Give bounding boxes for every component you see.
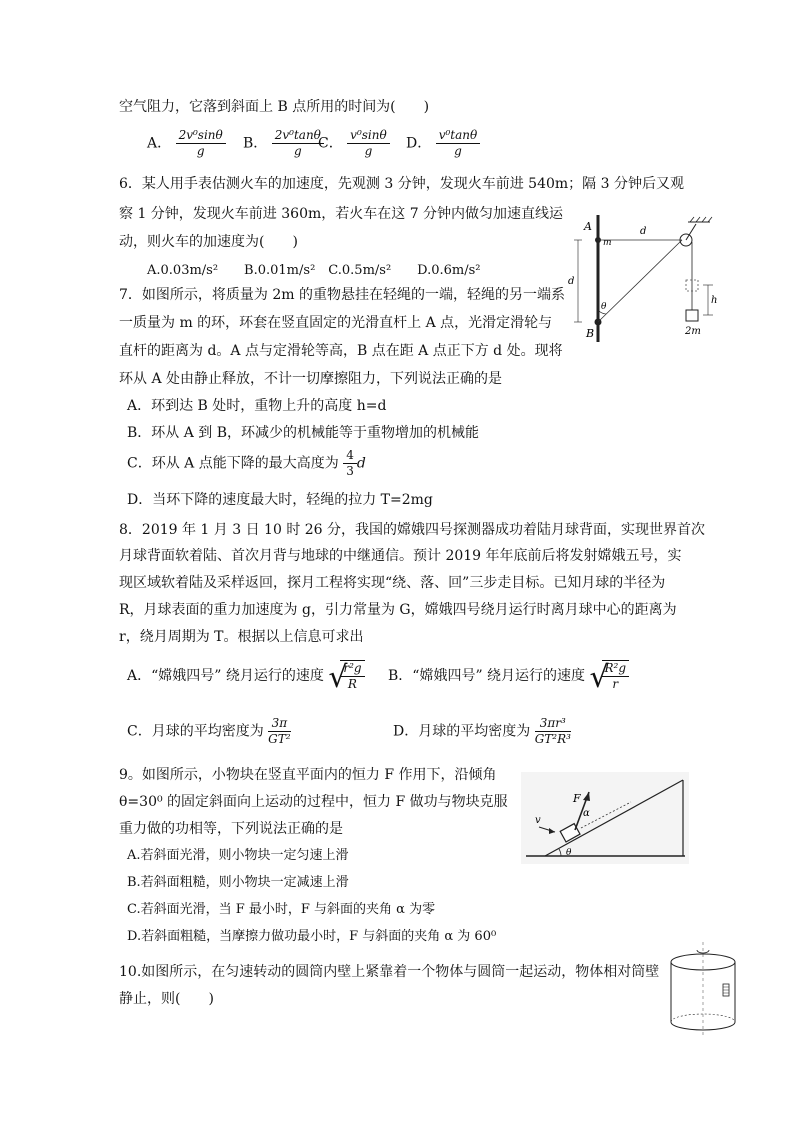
q5-option-label: A． <box>147 135 172 152</box>
q9-option: C.若斜面光滑，当 F 最小时，F 与斜面的夹角 α 为零 <box>127 902 436 917</box>
q8-option-b-num: R²g <box>602 661 630 677</box>
q8-option-d-num: 3πr³ <box>535 716 571 732</box>
q7-line: 一质量为 m 的环，环套在竖直固定的光滑直杆上 A 点，光滑定滑轮与 <box>119 315 553 331</box>
label-v: v <box>535 815 541 826</box>
q9-option: B.若斜面粗糙，则小物块一定减速上滑 <box>127 875 349 890</box>
q8-option-a-num: r²g <box>340 661 364 677</box>
q5-option-d <box>406 128 480 159</box>
label-d-top: d <box>640 226 647 237</box>
q7-line: 7．如图所示，将质量为 2m 的重物悬挂在轻绳的一端，轻绳的另一端系 <box>119 287 565 303</box>
q8-line: 现区域软着陆及采样返回，探月工程将实现“绕、落、回”三步走目标。已知月球的半径为 <box>119 575 666 591</box>
label-theta: θ <box>601 302 607 312</box>
q5-option-den: g <box>454 144 462 158</box>
q8-line: 8．2019 年 1 月 3 日 10 时 26 分，我国的嫦娥四号探测器成功着陆月球背面，实现世界首次 <box>119 522 706 538</box>
q5-option-label: C． <box>318 135 343 152</box>
q6-options: A.0.03m/s² B.0.01m/s² C.0.5m/s² D.0.6m/s² <box>147 263 481 278</box>
q9-line: 9。如图所示，小物块在竖直平面内的恒力 F 作用下，沿倾角 <box>119 767 497 783</box>
q5-option-num: v⁰sinθ <box>347 128 390 144</box>
q7-figure <box>570 210 718 345</box>
q7-option-a: A．环到达 B 处时，重物上升的高度 h=d <box>127 398 387 414</box>
q7-line: 直杆的距离为 d。A 点与定滑轮等高，B 点在距 A 点正下方 d 处。现将 <box>119 343 563 359</box>
q8-line: r，绕月周期为 T。根据以上信息可求出 <box>119 629 364 645</box>
label-h: h <box>711 295 718 306</box>
q5-option-num: v⁰tanθ <box>436 128 481 144</box>
q7-option-b: B．环从 A 到 B，环减少的机械能等于重物增加的机械能 <box>127 425 480 441</box>
q8-option-c-den: GT² <box>268 732 291 746</box>
q5-option-label: B． <box>243 135 268 152</box>
q5-option-num: 2v⁰tanθ <box>272 128 324 144</box>
q8-option-c-text: C．月球的平均密度为 <box>127 723 264 740</box>
label-b: B <box>586 327 595 340</box>
q5-option-a <box>147 128 226 159</box>
weight-box <box>686 310 698 321</box>
label-2m: 2m <box>685 326 701 337</box>
q8-option-a-text: A．“嫦娥四号” 绕月运行的速度 <box>127 668 324 684</box>
q10-line: 10.如图所示，在匀速转动的圆筒内壁上紧靠着一个物体与圆筒一起运动，物体相对筒壁 <box>119 964 660 980</box>
q5-option-den: g <box>196 144 205 158</box>
q7-line: 环从 A 处由静止释放，不计一切摩擦阻力，下列说法正确的是 <box>119 371 503 387</box>
q7-option-c-num: 4 <box>343 448 357 464</box>
q8-option-b: B．“嫦娥四号” 绕月运行的速度 √ $\frac{\text{R²g}}{r}$ <box>388 660 629 706</box>
label-theta: θ <box>566 848 572 858</box>
q5-option-den: g <box>364 144 373 158</box>
q10-line: 静止，则( ) <box>119 991 214 1007</box>
q8-option-c-num: 3π <box>268 716 290 732</box>
q8-option-c <box>127 716 291 752</box>
q6-line: 动，则火车的加速度为( ) <box>119 234 298 250</box>
q8-option-a-den: R <box>347 677 357 691</box>
q5-option-den: g <box>293 144 302 158</box>
q7-option-c-var: d <box>356 455 366 472</box>
q9-line: 重力做的功相等，下列说法正确的是 <box>119 821 343 837</box>
label-a: A <box>584 220 592 233</box>
q10-figure <box>662 940 744 1040</box>
label-f: F <box>573 792 581 805</box>
q8-option-d-text: D．月球的平均密度为 <box>393 723 531 740</box>
rope-diagonal <box>598 240 682 322</box>
q9-option: A.若斜面光滑，则小物块一定匀速上滑 <box>127 848 349 863</box>
q5-tail: 空气阻力，它落到斜面上 B 点所用的时间为( ) <box>119 99 430 115</box>
q9-line: θ=30⁰ 的固定斜面向上运动的过程中，恒力 F 做功与物块克服 <box>119 794 508 810</box>
q8-line: R，月球表面的重力加速度为 g，引力常量为 G，嫦娥四号绕月运行时离月球中心的距离为 <box>119 602 677 618</box>
q8-option-d-den: GT²R³ <box>534 732 571 746</box>
q8-option-a: A．“嫦娥四号” 绕月运行的速度 √ $\frac{\text{r²g}}{R}$ <box>127 660 365 706</box>
q5-option-num: 2v⁰sinθ <box>176 128 226 144</box>
q5-option-c <box>318 128 390 159</box>
q8-line: 月球背面软着陆、首次月背与地球的中继通信。预计 2019 年年底前后将发射嫦娥五号，实 <box>119 548 682 564</box>
q8-option-b-den: r <box>612 677 619 691</box>
q5-option-b <box>243 128 324 159</box>
q6-line: 6．某人用手表估测火车的加速度，先观测 3 分钟，发现火车前进 540m；隔 3 分钟后又观 <box>119 176 684 192</box>
q9-option: D.若斜面粗糙，当摩擦力做功最小时，F 与斜面的夹角 α 为 60⁰ <box>127 929 497 944</box>
q8-option-d <box>393 716 571 752</box>
label-alpha: α <box>583 808 590 819</box>
label-m: m <box>603 238 612 248</box>
label-d-side: d <box>568 276 575 287</box>
q6-line: 察 1 分钟，发现火车前进 360m，若火车在这 7 分钟内做匀加速直线运 <box>119 206 564 222</box>
q7-option-c-text: C．环从 A 点能下降的最大高度为 <box>127 455 339 472</box>
q5-option-label: D． <box>406 135 432 152</box>
q7-option-c <box>127 448 366 480</box>
q8-option-b-text: B．“嫦娥四号” 绕月运行的速度 <box>388 668 586 684</box>
q7-option-c-den: 3 <box>346 464 354 478</box>
q7-option-d: D．当环下降的速度最大时，轻绳的拉力 T=2mg <box>127 492 433 508</box>
q9-figure <box>521 772 689 864</box>
